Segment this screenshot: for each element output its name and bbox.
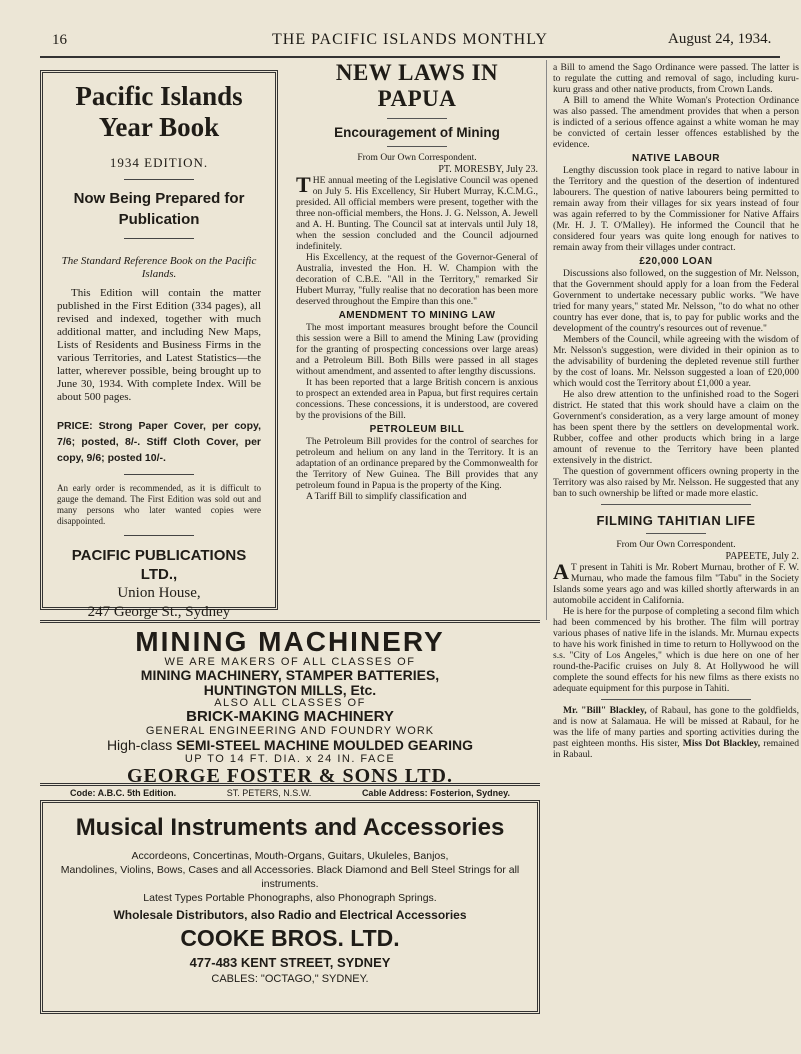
paragraph: HE annual meeting of the Legislative Council was opened on July 5. His Excellency, Sir Hubert Murray, K.C.M.G., presided. All official members were present, together with the three non-official members, the Hons. J. G. Nelsson, A. Jewell and A. H. Bunting. The Council sat at intervals until July 18, when the session concluded and the Council adjourned indefinitely. (296, 175, 538, 252)
mining-ad-title: MINING MACHINERY (135, 626, 445, 657)
publisher-name: PACIFIC PUBLICATIONS LTD., (71, 547, 247, 583)
divider (124, 535, 194, 536)
divider (124, 474, 194, 475)
divider (387, 146, 447, 147)
mining-ad-text: SEMI-STEEL MACHINE MOULDED GEARING (176, 737, 474, 753)
mining-ad-line: MINING MACHINERY, STAMPER BATTERIES, (140, 667, 440, 683)
paragraph: T present in Tahiti is Mr. Robert Murnau, brother of F. W. Murnau, who made the famous film "Tabu" in the Society Islands some years ago and was killed shortly afterwards in an automobile accident in California. (553, 562, 799, 606)
article-dateline: PT. MORESBY, July 23. (438, 164, 538, 175)
music-ad-address: 477-483 KENT STREET, SYDNEY (189, 955, 391, 970)
edition-label: 1934 EDITION. (109, 155, 209, 170)
person-name: Miss Dot Blackley, (682, 738, 761, 749)
section-heading: NATIVE LABOUR (632, 153, 720, 164)
header-rule (40, 56, 780, 58)
year-book-headline: Now Being Prepared for Publication (73, 190, 245, 228)
year-book-advertisement (40, 70, 278, 620)
mining-ad-line: UP TO 14 FT. DIA. x 24 IN. FACE (184, 753, 396, 765)
film-body (553, 559, 799, 694)
mining-ad-line: HUNTINGTON MILLS, Etc. (203, 682, 377, 698)
personal-note (553, 705, 799, 760)
issue-date: August 24, 1934. (668, 31, 772, 47)
note-text: of Rabaul, has gone to the goldfields, and is now at Salamaua. He will be missed at Rabaul, for he was the life of many parties and sporting activities during the past eighteen months. His sister, (553, 705, 799, 749)
music-ad-line: Accordeons, Concertinas, Mouth-Organs, Guitars, Ukuleles, Banjos, (131, 850, 449, 862)
paragraph: Members of the Council, while agreeing with the wisdom of Mr. Nelsson's suggestion, were divided in their opinion as to the advisability of burdening the depleted revenue still further by the cost of loans. Mr. Nelsson suggested a loan of £20,000 which would cost the Territory about £1,000 a year. (553, 334, 799, 389)
year-book-blurb: This Edition will contain the matter published in the First Edition (334 pages), all revised and indexed, together with much additional matter, and including New Maps, Lists of Residents and Business Firms in the various Territories, and Latest Statistics—the latter, wherever possible, being brought up to June 30, 1934. With complete Index. Will be about 500 pages. (57, 287, 261, 403)
column-divider (546, 60, 547, 620)
section-heading: AMENDMENT TO MINING LAW (338, 310, 496, 321)
music-ad-cables: CABLES: "OCTAGO," SYDNEY. (211, 973, 369, 985)
paragraph: The question of government officers owning property in the Territory was also raised by Mr. Nelsson. He suggested that any ban to such ownership be lifted or made more elastic. (553, 466, 799, 499)
film-headline: FILMING TAHITIAN LIFE (596, 513, 756, 528)
mining-ad-company: GEORGE FOSTER & SONS LTD. (126, 765, 453, 787)
divider (387, 118, 447, 119)
divider (124, 179, 194, 180)
paragraph: Discussions also followed, on the suggestion of Mr. Nelsson, that the Government should apply for a loan from the Federal Government to undertake necessary public works. "We have tried for many years," stated Mr. Nelsson, "to do what no other country has ever done, that is, to pay for public works and the development of the country's resources out of revenue." (553, 268, 799, 334)
drop-cap: T (296, 172, 311, 197)
paragraph: He is here for the purpose of completing a second film which had been commenced by his brother. The film will portray various phases of native life in the islands. Mr. Murnau expects to have his work finished in time to return to Hollywood on the s.s. "City of Los Angeles," which is due here on one of her round-the-Pacific cruises on July 8. At Hollywood he will complete the sound effects for his new films as there exists no adequate equipment for this purpose in Tahiti. (553, 606, 799, 694)
music-ad-company: COOKE BROS. LTD. (180, 925, 400, 951)
mining-ad-cable: Cable Address: Fosterion, Sydney. (361, 788, 510, 798)
paragraph: The most important measures brought before the Council this session were a Bill to amend the Mining Law (providing for the granting of prospecting concessions over large areas) and a Petroleum Bill. Both Bills were passed in all stages without amendment, and assented to after lengthy discussions. (296, 322, 538, 377)
paragraph: His Excellency, at the request of the Governor-General of Australia, invested the Hon. H. W. Champion with the decoration of C.B.E. "All in the Territory," remarked Sir Hubert Murray, "fully realise that no decoration has been more deserved throughout the Empire than this one." (296, 252, 538, 307)
mining-ad-line: ALSO ALL CLASSES OF (214, 697, 366, 709)
section-heading: PETROLEUM BILL (369, 424, 465, 435)
year-book-price: PRICE: Strong Paper Cover, per copy, 7/6; posted, 8/-. Stiff Cloth Cover, per copy, 9/6; posted 10/-. (57, 420, 261, 464)
mining-ad-line: WE ARE MAKERS OF ALL CLASSES OF (164, 656, 416, 668)
article-body-continued (553, 62, 799, 499)
mining-ad-text: High-class (106, 737, 173, 753)
article-body (296, 172, 538, 502)
article-papua-column-2 (553, 62, 799, 760)
music-ad-wholesale: Wholesale Distributors, also Radio and Electrical Accessories (113, 908, 467, 922)
article-papua-column-1 (296, 60, 538, 502)
year-book-subtitle: The Standard Reference Book on the Pacific Islands. (61, 255, 257, 280)
article-subhead: Encouragement of Mining (334, 125, 500, 140)
page-number: 16 (52, 32, 67, 48)
mining-ad-location: ST. PETERS, N.S.W. (226, 788, 312, 798)
year-book-note: An early order is recommended, as it is difficult to gauge the demand. The First Edition was sold out and many persons who later wanted copies were disappointed. (57, 483, 261, 526)
paragraph: A Tariff Bill to simplify classification and (306, 491, 467, 502)
musical-instruments-advertisement (40, 800, 540, 1014)
music-ad-description (51, 849, 529, 905)
mining-ad-code: Code: A.B.C. 5th Edition. (70, 788, 177, 798)
mining-ad-line: GENERAL ENGINEERING AND FOUNDRY WORK (145, 725, 435, 737)
music-ad-title: Musical Instruments and Accessories (75, 814, 505, 841)
drop-cap: A (553, 559, 569, 584)
person-name: Mr. "Bill" Blackley, (563, 705, 647, 716)
magazine-title: THE PACIFIC ISLANDS MONTHLY (272, 31, 548, 48)
divider (124, 238, 194, 239)
note-text: remained in Rabaul. (553, 738, 799, 760)
mining-ad-footer (40, 787, 540, 799)
section-heading: £20,000 LOAN (639, 256, 713, 267)
publisher-address-1: Union House, (117, 585, 201, 601)
divider (601, 699, 751, 700)
divider (601, 504, 751, 505)
film-dateline: PAPEETE, July 2. (725, 551, 799, 562)
article-byline: From Our Own Correspondent. (357, 153, 477, 163)
publisher-address-2: 247 George St., Sydney (87, 604, 231, 620)
article-headline: NEW LAWS IN PAPUA (335, 60, 499, 111)
music-ad-line: Mandolines, Violins, Bows, Cases and all Accessories. Black Diamond and Bell Steel Strings for all instruments. (60, 864, 520, 890)
film-byline: From Our Own Correspondent. (616, 540, 736, 550)
page-header (0, 30, 801, 54)
paragraph: a Bill to amend the Sago Ordinance were passed. The latter is to regulate the cutting and removal of sago, including kuru-kuru grass and other native products, from Crown Lands. (553, 62, 799, 95)
paragraph: He also drew attention to the unfinished road to the Sogeri district. He stated that this work should have a claim on the Government's consideration, as a very large amount of money has been spent there by the settlers on developmental work. Rubber, coffee and other products which bring in a large amount of revenue to the Territory have been planted extensively in the district. (553, 389, 799, 466)
mining-machinery-advertisement (40, 620, 540, 798)
mining-ad-line (40, 737, 540, 753)
mining-ad-line: BRICK-MAKING MACHINERY (186, 708, 394, 725)
paragraph: It has been reported that a large British concern is anxious to prospect an extended area in Papua, but first requires certain concessions. These concessions, it is understood, are covered by the provisions of the Bill. (296, 377, 538, 421)
paragraph: A Bill to amend the White Woman's Protection Ordinance was also passed. The amendment provides that when a person is indicted of a serious offence against a white woman he may be convicted of certain lesser offences established by the evidence. (553, 95, 799, 150)
paragraph: The Petroleum Bill provides for the control of searches for petroleum and helium on any land in the Territory. It is an adaptation of an ordinance prepared by the Commonwealth for the Territory of New Guinea. The Bill provides that any petroleum found in Papua is the property of the King. (296, 436, 538, 491)
year-book-title: Pacific Islands Year Book (75, 81, 243, 142)
paragraph: Lengthy discussion took place in regard to native labour in the Territory and the question of the desertion of indentured labourers. The question of native labourers being permitted to remain away from their villages for six years instead of four was again referred to by the Commissioner for Native Affairs (Mr. H. J. T. O'Malley). He informed the Council that he considered four years was quite long enough for natives to remain away from their villages under contract. (553, 165, 799, 253)
music-ad-line: Latest Types Portable Phonographs, also Phonograph Springs. (143, 892, 437, 904)
divider (646, 533, 706, 534)
